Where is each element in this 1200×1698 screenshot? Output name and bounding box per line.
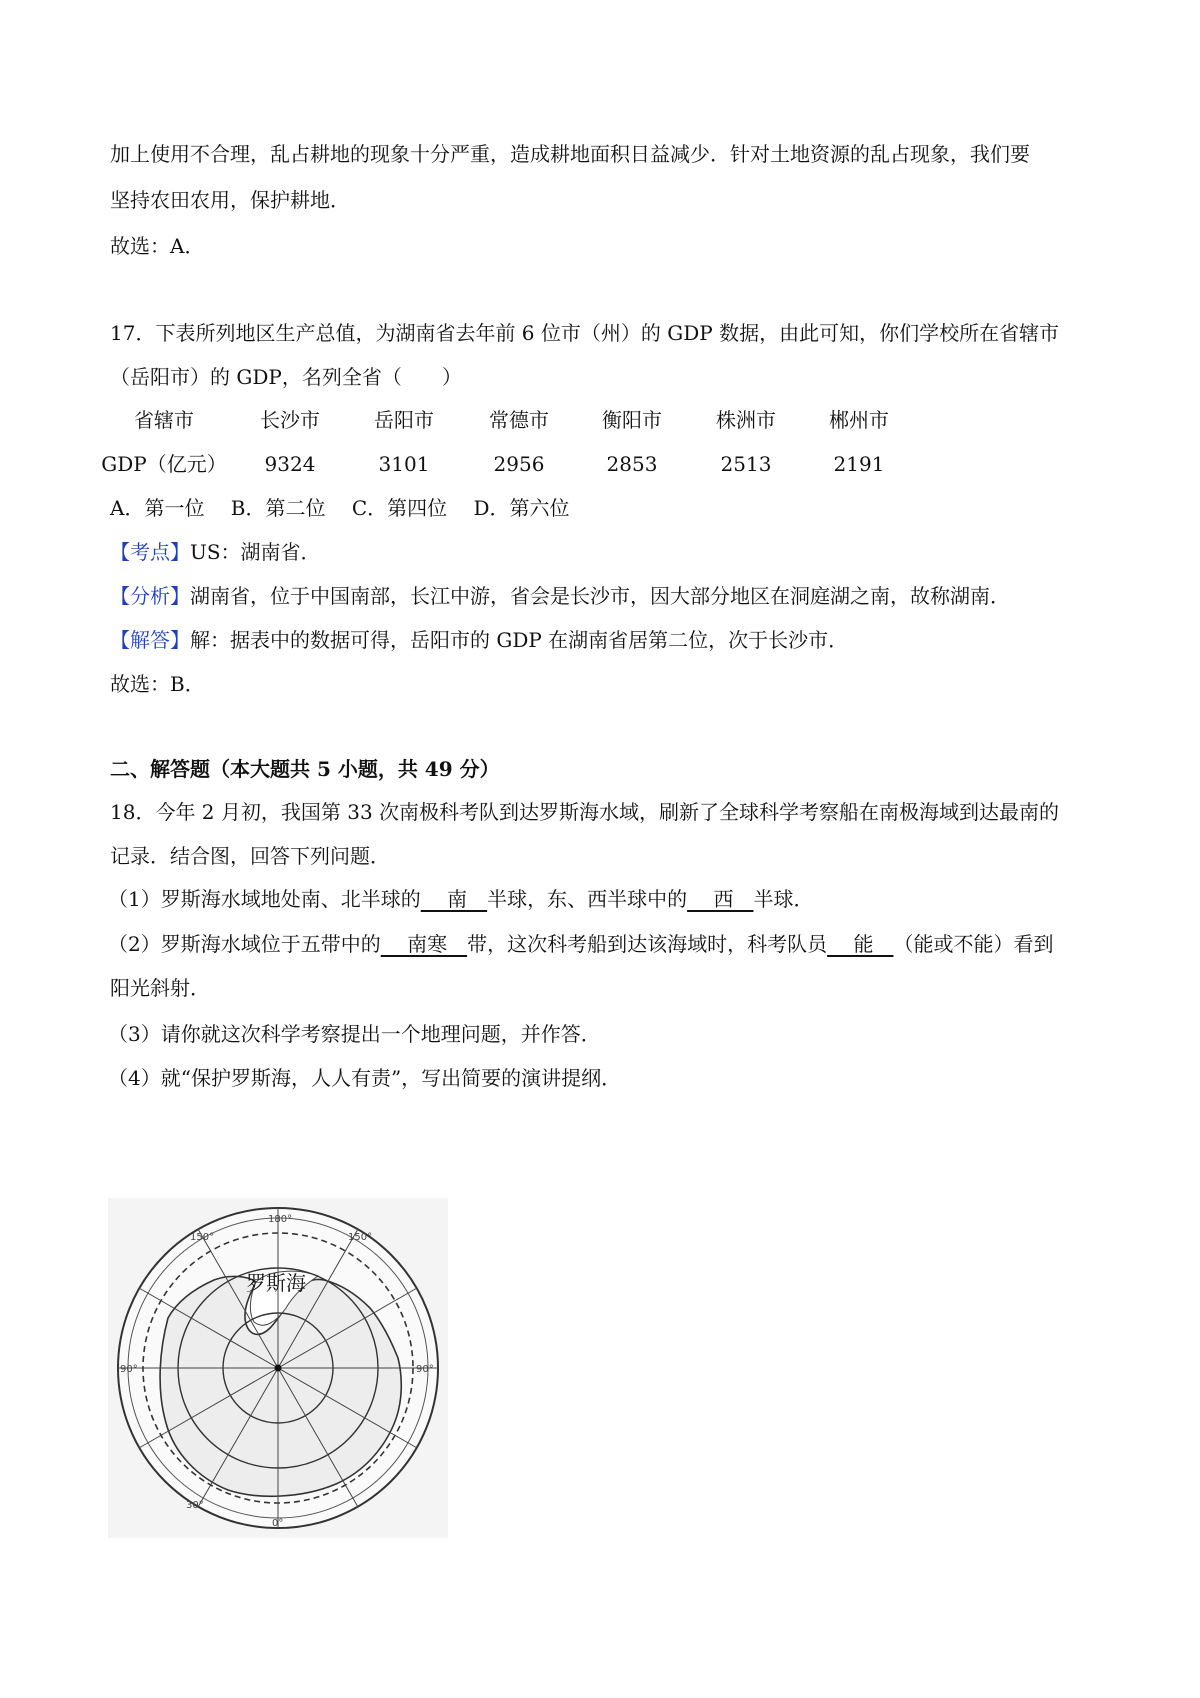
south-pole-dot — [275, 1365, 282, 1372]
table-header-cell: 省辖市 — [134, 408, 194, 432]
q18-part-3: （3）请你就这次科学考察提出一个地理问题，并作答． — [108, 1022, 601, 1046]
table-header-cell: 长沙市 — [260, 408, 320, 432]
jieda-tag: 【解答】 — [110, 628, 190, 652]
q18-part-1-text-c: 半球． — [753, 887, 814, 911]
q17-stem-line-2: （岳阳市）的 GDP，名列全省（ ） — [110, 365, 462, 389]
q17-kaodian — [110, 538, 321, 566]
q17-options: A．第一位 B．第二位 C．第四位 D．第六位 — [110, 496, 570, 520]
q18-part-2-text-c: （能或不能）看到 — [893, 932, 1054, 956]
answer-blank: 能 — [827, 932, 894, 956]
q18-stem-line-1: 18．今年 2 月初，我国第 33 次南极科考队到达罗斯海水域，刷新了全球科学考察船在南极海域到达最南的 — [110, 800, 1060, 824]
longitude-label: 180° — [268, 1214, 293, 1225]
intro-line-1: 加上使用不合理，乱占耕地的现象十分严重，造成耕地面积日益减少．针对土地资源的乱占现象，我们要 — [110, 142, 1030, 166]
q18-stem-line-2: 记录．结合图，回答下列问题． — [110, 844, 390, 868]
q18-part-1 — [108, 885, 813, 913]
table-cell: 2191 — [833, 452, 885, 476]
table-header-cell: 岳阳市 — [374, 408, 434, 432]
intro-answer: 故选：A． — [110, 234, 205, 258]
fenxi-tag: 【分析】 — [110, 584, 190, 608]
longitude-label: 90° — [120, 1364, 138, 1375]
q18-part-2-text-b: 带，这次科考船到达该海域时，科考队员 — [467, 932, 828, 956]
intro-line-2: 坚持农田农用，保护耕地． — [110, 188, 350, 212]
jieda-text: 解：据表中的数据可得，岳阳市的 GDP 在湖南省居第二位，次于长沙市． — [190, 628, 849, 652]
section-title: 二、解答题（本大题共 5 小题，共 49 分） — [110, 757, 500, 781]
table-header-cell: 郴州市 — [829, 408, 889, 432]
longitude-label: 0° — [272, 1518, 284, 1529]
fenxi-text: 湖南省，位于中国南部，长江中游，省会是长沙市，因大部分地区在洞庭湖之南，故称湖南． — [190, 584, 1010, 608]
kaodian-tag: 【考点】 — [110, 540, 190, 564]
q18-part-4: （4）就“保护罗斯海，人人有责”，写出简要的演讲提纲． — [108, 1066, 622, 1090]
table-cell: 3101 — [378, 452, 430, 476]
longitude-label: 30° — [186, 1500, 204, 1511]
q17-jieda — [110, 626, 848, 654]
q17-stem-line-1: 17．下表所列地区生产总值，为湖南省去年前 6 位市（州）的 GDP 数据，由此可知，你们学校所在省辖市 — [110, 321, 1060, 345]
table-cell: 9324 — [264, 452, 316, 476]
table-header-cell: 常德市 — [489, 408, 549, 432]
longitude-label: 150° — [190, 1232, 215, 1243]
kaodian-text: US：湖南省． — [190, 540, 321, 564]
antarctic-polar-map — [108, 1198, 448, 1538]
ross-sea-label: 罗斯海 — [246, 1271, 306, 1295]
q17-answer: 故选：B． — [110, 672, 205, 696]
table-cell: 2956 — [493, 452, 545, 476]
answer-blank: 南寒 — [380, 932, 468, 956]
longitude-label: 150° — [348, 1232, 373, 1243]
q18-part-1-text-b: 半球，东、西半球中的 — [487, 887, 688, 911]
answer-blank: 西 — [687, 887, 754, 911]
q18-part-2-line-2: 阳光斜射． — [110, 976, 210, 1000]
table-header-cell: 株洲市 — [716, 408, 776, 432]
table-header-cell: 衡阳市 — [602, 408, 662, 432]
q18-part-2 — [108, 930, 1053, 958]
table-row-label: GDP（亿元） — [101, 452, 227, 476]
table-cell: 2513 — [720, 452, 772, 476]
q18-part-2-text-a: （2）罗斯海水域位于五带中的 — [108, 932, 381, 956]
longitude-label: 90° — [416, 1364, 434, 1375]
answer-blank: 南 — [420, 887, 488, 911]
table-cell: 2853 — [606, 452, 658, 476]
q18-part-1-text-a: （1）罗斯海水域地处南、北半球的 — [108, 887, 421, 911]
q17-fenxi — [110, 582, 1010, 610]
